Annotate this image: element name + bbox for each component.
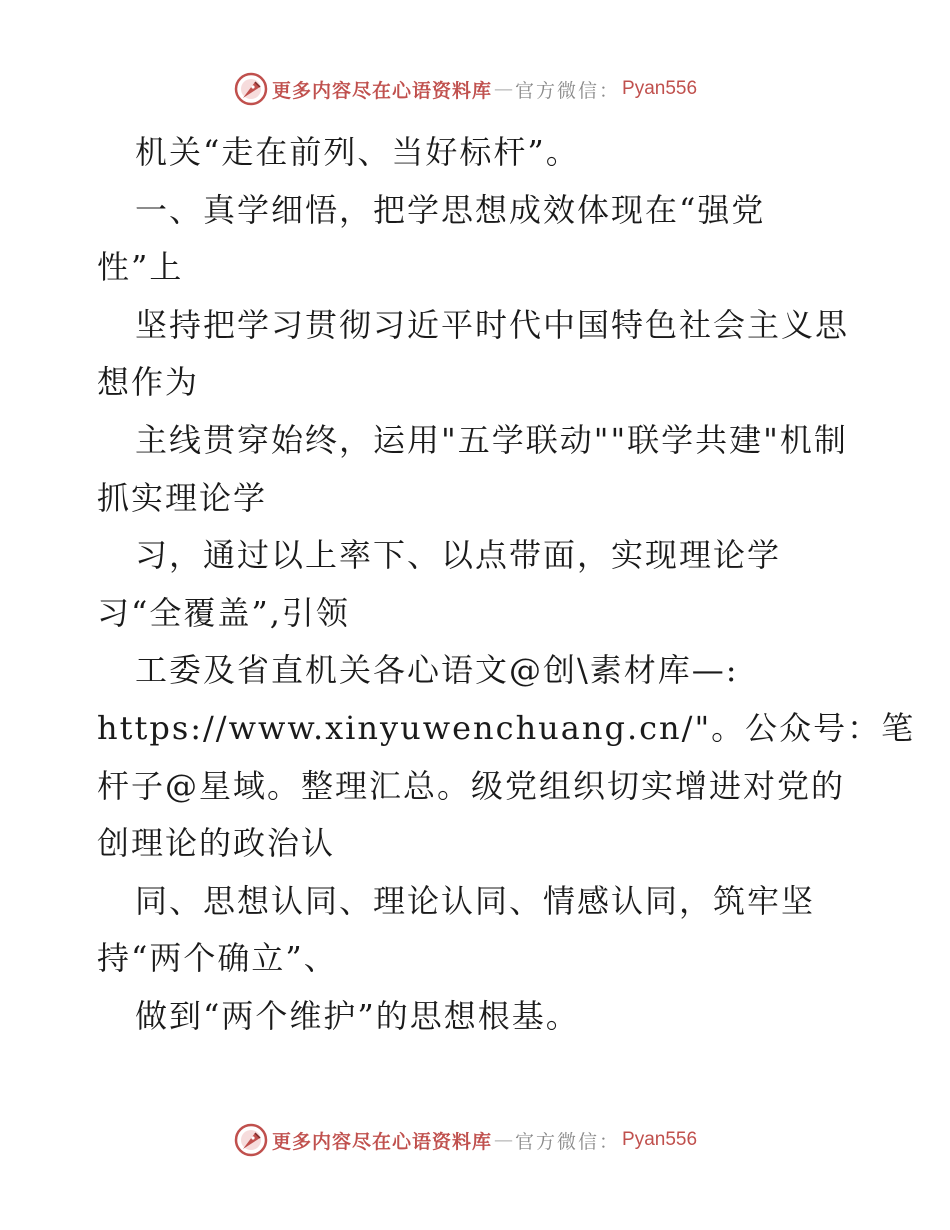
body-line: 想作为 <box>97 363 200 402</box>
pen-nib-logo-icon <box>234 72 268 106</box>
footer-banner <box>234 1122 697 1158</box>
body-line: 坚持把学习贯彻习近平时代中国特色社会主义思 <box>135 305 850 344</box>
body-line: 同、思想认同、理论认同、情感认同，筑牢坚 <box>135 881 816 920</box>
banner-text: 更多内容尽在心语资料库 <box>272 79 493 102</box>
section-heading: 一、真学细悟，把学思想成效体现在“强党 <box>135 190 766 229</box>
body-line: 杆子@星域。整理汇总。级党组织切实增进对党的 <box>97 766 846 805</box>
banner-dash: — <box>494 1129 514 1151</box>
banner-text: 更多内容尽在心语资料库 <box>272 1130 493 1153</box>
pen-nib-logo-icon <box>234 1123 268 1157</box>
body-line: 主线贯穿始终，运用"五学联动""联学共建"机制 <box>135 420 848 459</box>
body-line: 抓实理论学 <box>97 478 268 517</box>
body-line: 做到“两个维护”的思想根基。 <box>135 996 580 1035</box>
header-banner <box>234 71 697 107</box>
body-line: 工委及省直机关各心语文@创\素材库—: <box>135 651 739 690</box>
wechat-label: 官方微信： <box>515 79 621 102</box>
wechat-label: 官方微信： <box>515 1130 621 1153</box>
document-body <box>97 124 916 1046</box>
body-line: 习，通过以上率下、以点带面，实现理论学 <box>135 536 782 575</box>
body-line-url: https://www.xinyuwenchuang.cn/"。公众号：笔 <box>97 708 916 747</box>
body-line: 习“全覆盖”,引领 <box>97 593 350 632</box>
wechat-id: Pyan556 <box>622 1129 698 1150</box>
body-line: 机关“走在前列、当好标杆”。 <box>135 133 580 171</box>
body-line: 性”上 <box>97 248 184 287</box>
wechat-id: Pyan556 <box>622 78 698 99</box>
body-line: 持“两个确立”、 <box>97 939 338 978</box>
body-line: 创理论的政治认 <box>97 824 336 863</box>
banner-dash: — <box>494 78 514 100</box>
